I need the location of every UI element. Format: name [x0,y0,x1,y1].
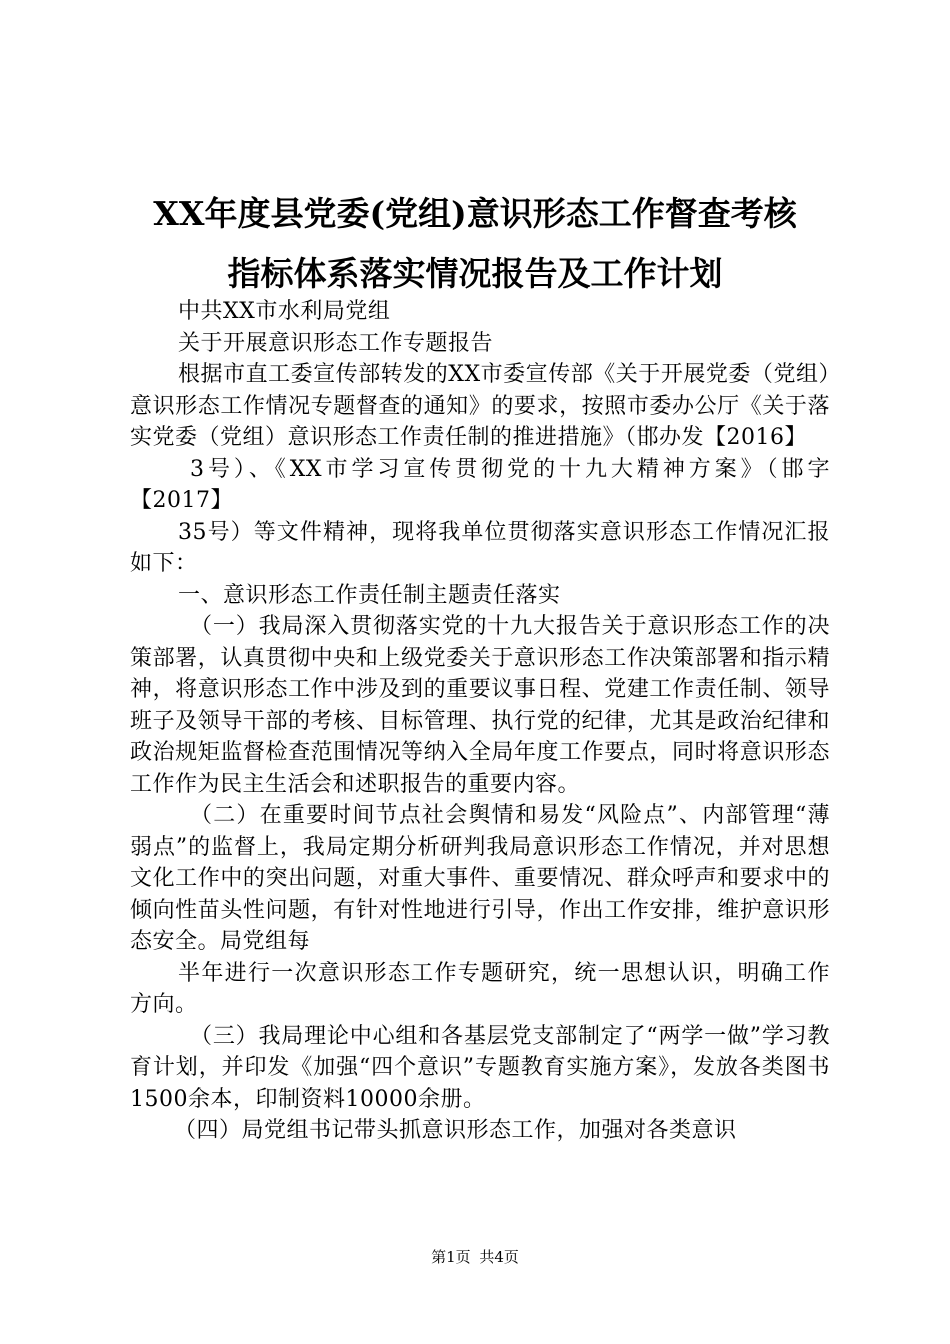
paragraph-item-2: （二）在重要时间节点社会舆情和易发“风险点”、内部管理“薄弱点”的监督上，我局定期分析研判我局意识形态工作情况，并对思想文化工作中的突出问题，对重大事件、重要情况、群众呼声和要求中的倾向性苗头性问题，有针对性地进行引导，作出工作安排，维护意识形态安全。局党组每 [130,803,830,954]
page-total: 共4页 [479,1248,519,1266]
paragraph-item-1: （一）我局深入贯彻落实党的十九大报告关于意识形态工作的决策部署，认真贯彻中央和上级党委关于意识形态工作决策部署和指示精神，将意识形态工作中涉及到的重要议事日程、党建工作责任制、领导班子及领导干部的考核、目标管理、执行党的纪律，尤其是政治纪律和政治规矩监督检查范围情况等纳入全局年度工作要点，同时将意识形态工作作为民主生活会和述职报告的重要内容。 [130,614,830,797]
section-heading-1: 一、意识形态工作责任制主题责任落实 [178,582,561,608]
document-title-line1: XX年度县党委(党组)意识形态工作督查考核 [153,194,797,233]
paragraph-item-4: （四）局党组书记带头抓意识形态工作，加强对各类意识 [174,1118,737,1143]
page-footer [0,1246,950,1267]
document-body [130,296,830,1147]
paragraph-intro-cont2: 35号）等文件精神，现将我单位贯彻落实意识形态工作情况汇报如下： [130,519,830,576]
document-title-line2: 指标体系落实情况报告及工作计划 [227,254,723,293]
paragraph-intro-cont1: 3号）、《XX市学习宣传贯彻党的十九大精神方案》（邯字【2017】 [130,456,830,513]
paragraph-subject: 关于开展意识形态工作专题报告 [178,330,494,356]
paragraph-intro: 根据市直工委宣传部转发的XX市委宣传部《关于开展党委（党组）意识形态工作情况专题督查的通知》的要求，按照市委办公厅《关于落实党委（党组）意识形态工作责任制的推进措施》（邯办发【2016】 [130,362,830,450]
paragraph-item-2-cont: 半年进行一次意识形态工作专题研究，统一思想认识，明确工作方向。 [130,960,830,1017]
paragraph-item-3: （三）我局理论中心组和各基层党支部制定了“两学一做”学习教育计划，并印发《加强“四个意识”专题教育实施方案》，发放各类图书1500余本，印制资料10000余册。 [130,1023,830,1112]
paragraph-org: 中共XX市水利局党组 [178,299,391,324]
page-number: 第1页 [431,1248,471,1266]
